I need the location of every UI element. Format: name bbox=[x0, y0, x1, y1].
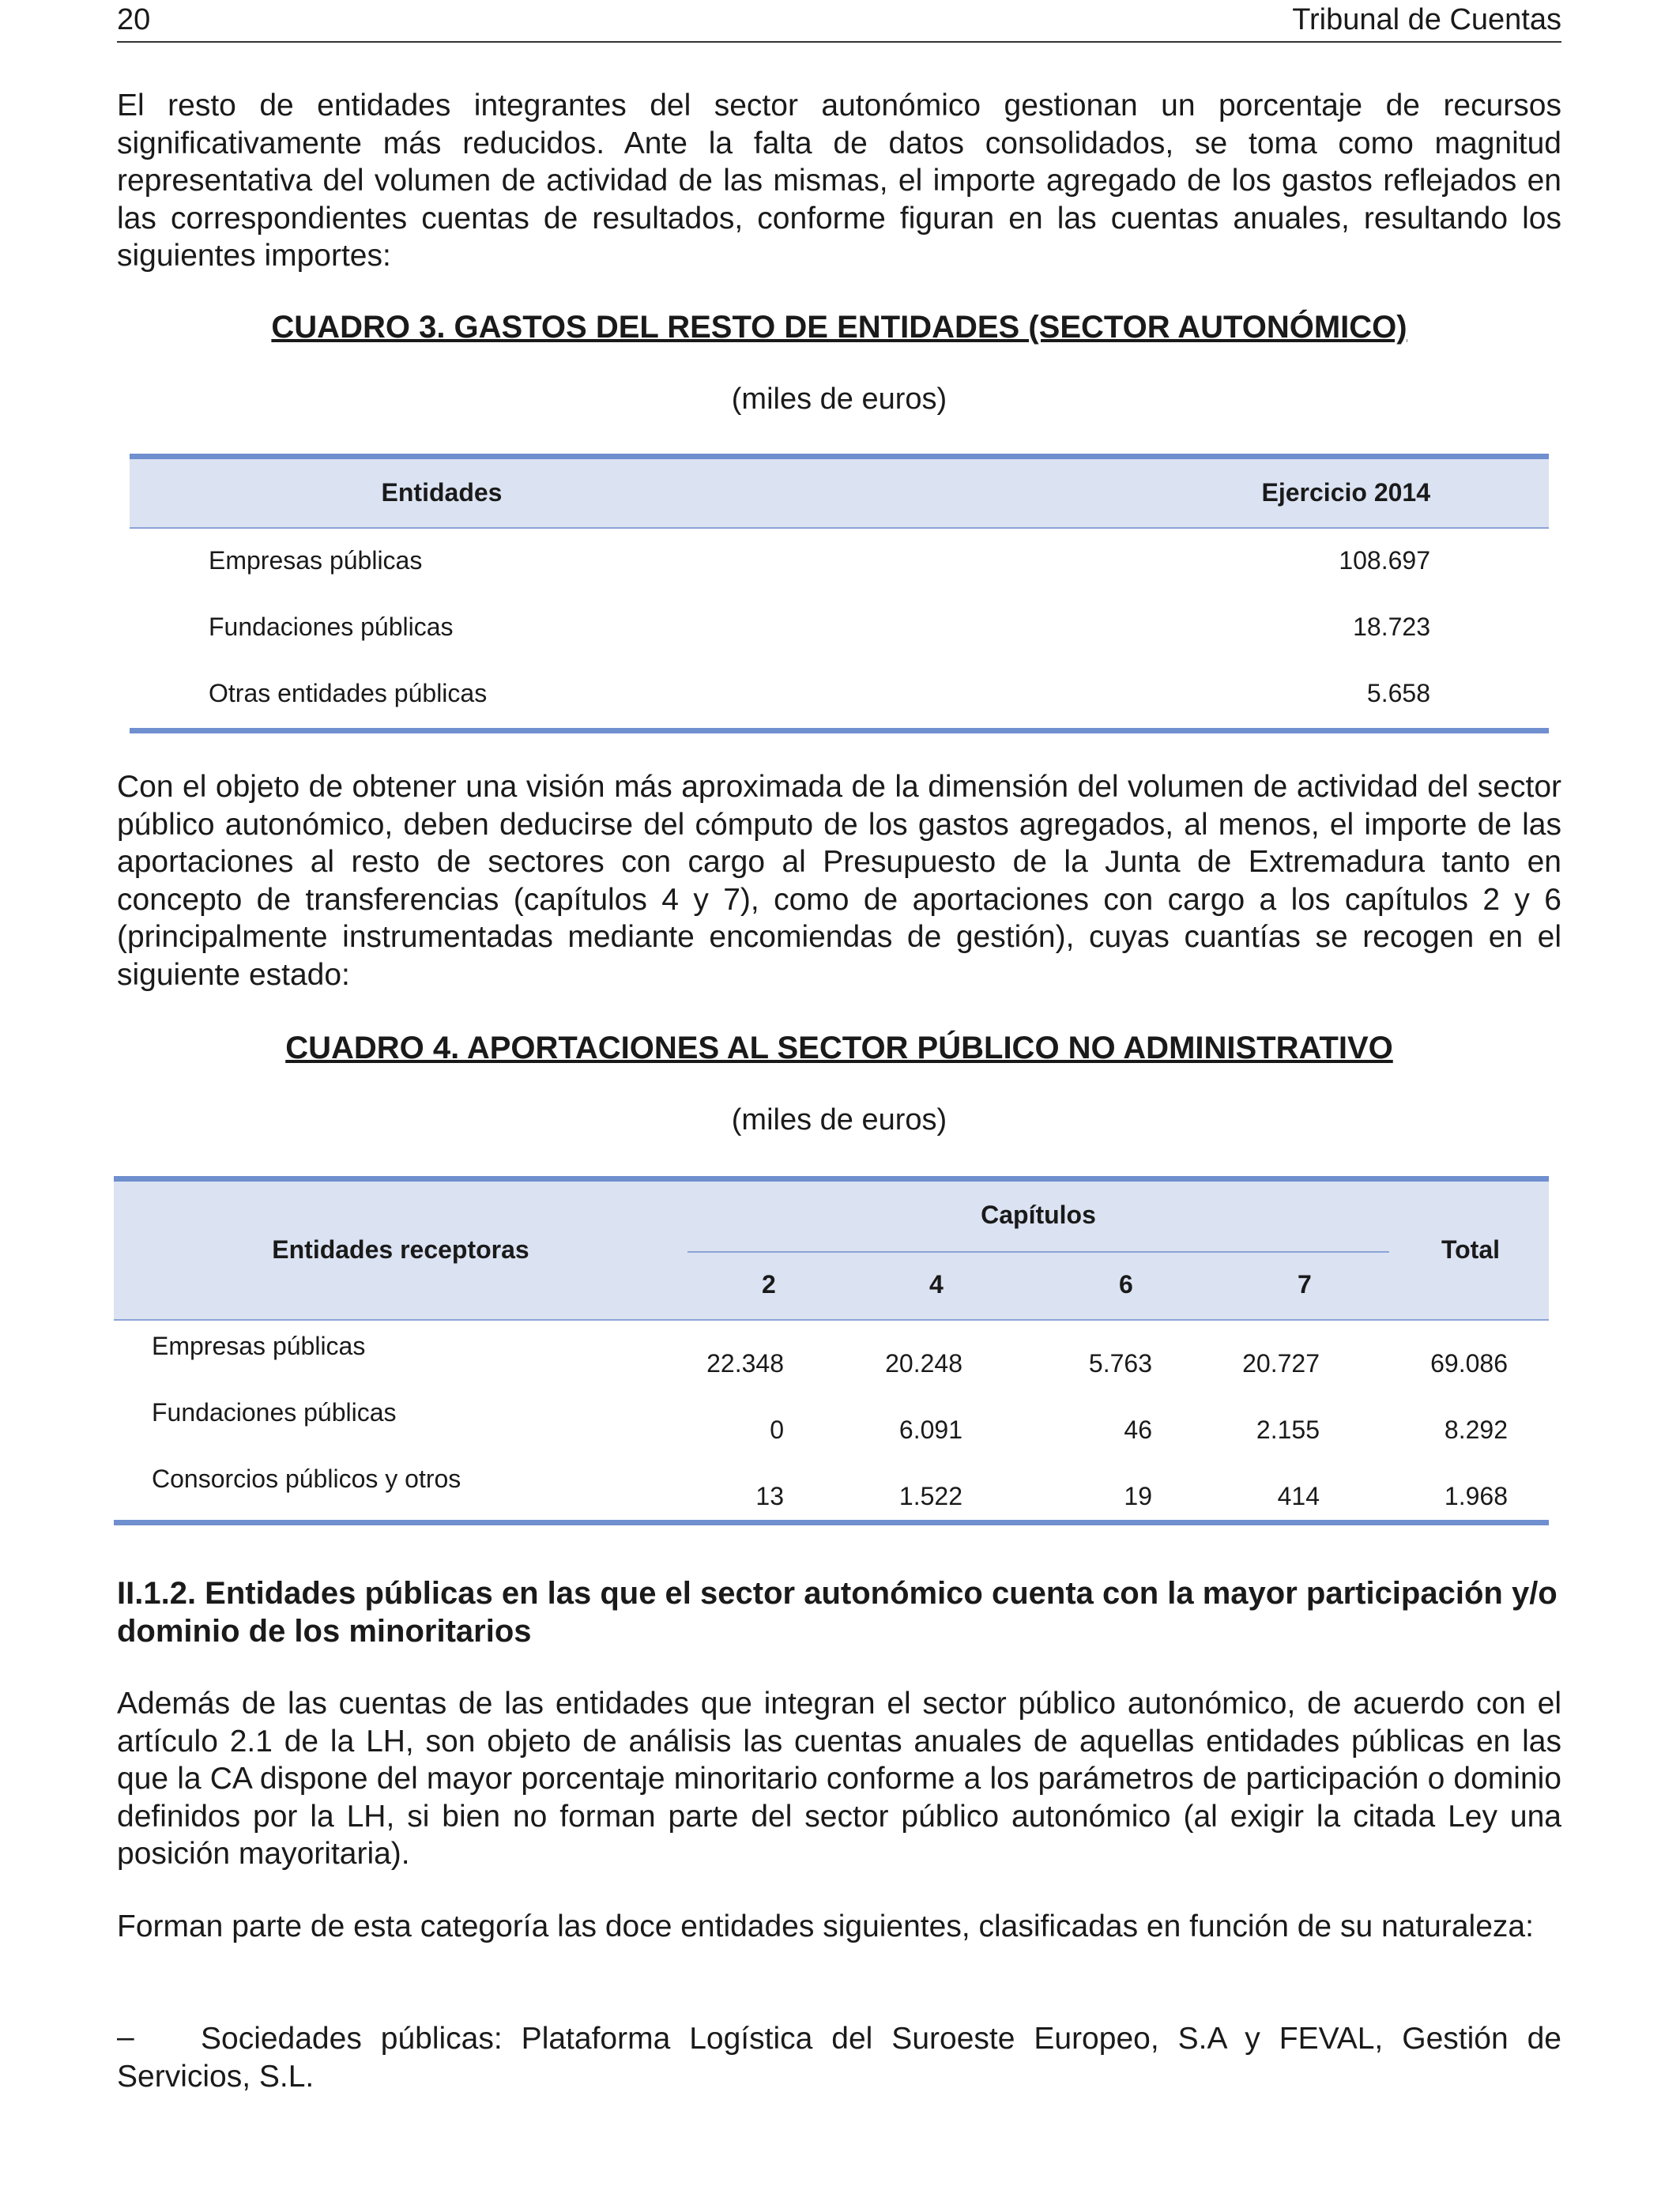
cell-chapter-6: 19 bbox=[1124, 1482, 1152, 1510]
cuadro4-units: (miles de euros) bbox=[731, 1103, 947, 1137]
cell-chapter-2: 13 bbox=[755, 1482, 784, 1510]
cell-total: 1.968 bbox=[1444, 1482, 1508, 1510]
table-row bbox=[130, 529, 1549, 595]
row-value: 5.658 bbox=[1366, 679, 1430, 707]
page-number: 20 bbox=[117, 3, 151, 36]
cuadro4-table bbox=[114, 1176, 1549, 1525]
list-item-text: Sociedades públicas: Plataforma Logística del Suroeste Europeo, S.A y FEVAL, Gestión de Servicios, S.L. bbox=[117, 2022, 1561, 2094]
cuadro3-units: (miles de euros) bbox=[731, 383, 947, 416]
paragraph-aportaciones: Con el objeto de obtener una visión más aproximada de la dimensión del volumen de actividad del sector público autonómico, deben deducirse del cómputo de los gastos agregados, al menos, el importe de las aportaciones al resto de sectores con cargo al Presupuesto de la Junta de Extremadura tanto en concepto de transferencias (capítulos 4 y 7), como de aportaciones con cargo a los capítulos 2 y 6 (principalmente instrumentadas mediante encomiendas de gestión), cuyas cuantías se recogen en el siguiente estado: bbox=[117, 770, 1561, 992]
chapter-header: 4 bbox=[929, 1270, 944, 1299]
cell-chapter-6: 5.763 bbox=[1088, 1349, 1152, 1378]
cuadro3-table bbox=[130, 454, 1549, 733]
cell-chapter-7: 20.727 bbox=[1242, 1349, 1320, 1378]
row-label: Consorcios públicos y otros bbox=[152, 1465, 461, 1493]
chapter-header: 2 bbox=[762, 1270, 776, 1299]
row-label: Empresas públicas bbox=[209, 546, 423, 575]
cuadro4-header bbox=[114, 1182, 1549, 1321]
chapters-divider bbox=[687, 1251, 1389, 1253]
chapter-header: 6 bbox=[1119, 1270, 1133, 1299]
cell-chapter-4: 6.091 bbox=[898, 1416, 962, 1444]
section-heading: II.1.2. Entidades públicas en las que el sector autonómico cuenta con la mayor participación y/o dominio de los minoritarios bbox=[117, 1576, 1558, 1649]
paragraph-categoria: Forman parte de esta categoría las doce entidades siguientes, clasificadas en función de su naturaleza: bbox=[117, 1909, 1534, 1943]
chapter-header: 7 bbox=[1298, 1270, 1312, 1299]
cell-chapter-7: 414 bbox=[1277, 1482, 1320, 1510]
cuadro4-col-entities: Entidades receptoras bbox=[272, 1235, 529, 1264]
cell-chapter-4: 1.522 bbox=[898, 1482, 962, 1510]
table-row bbox=[130, 595, 1549, 662]
row-label: Fundaciones públicas bbox=[152, 1398, 397, 1427]
row-value: 18.723 bbox=[1353, 613, 1430, 641]
row-label: Empresas públicas bbox=[152, 1332, 366, 1360]
cell-chapter-4: 20.248 bbox=[885, 1349, 962, 1378]
table-row bbox=[114, 1387, 1549, 1453]
paragraph-minoritarias: Además de las cuentas de las entidades que integran el sector público autonómico, de acuerdo con el artículo 2.1 de la LH, son objeto de análisis las cuentas anuales de aquellas entidades públicas en las que la CA dispone del mayor porcentaje minoritario conforme a los parámetros de participación o dominio definidos por la LH, si bien no forman parte del sector público autonómico (al exigir la citada Ley una posición mayoritaria). bbox=[117, 1687, 1561, 1871]
table-row bbox=[114, 1321, 1549, 1387]
cell-chapter-2: 22.348 bbox=[706, 1349, 784, 1378]
cuadro3-col-year: Ejercicio 2014 bbox=[1261, 478, 1430, 507]
paragraph-intro: El resto de entidades integrantes del sector autonómico gestionan un porcentaje de recursos significativamente más reducidos. Ante la falta de datos consolidados, se toma como magnitud representativa del volumen de actividad de las mismas, el importe agregado de los gastos reflejados en las correspondientes cuentas de resultados, conforme figuran en las cuentas anuales, resultando los siguientes importes: bbox=[117, 89, 1561, 273]
cell-chapter-7: 2.155 bbox=[1256, 1416, 1320, 1444]
row-label: Otras entidades públicas bbox=[209, 679, 488, 707]
list-marker: – bbox=[117, 2020, 134, 2054]
row-value: 108.697 bbox=[1339, 546, 1430, 575]
cuadro4-col-total: Total bbox=[1441, 1235, 1500, 1264]
cuadro3-title: CUADRO 3. GASTOS DEL RESTO DE ENTIDADES (SECTOR AUTONÓMICO) bbox=[271, 310, 1407, 345]
table-row bbox=[114, 1453, 1549, 1520]
table-row bbox=[130, 662, 1549, 728]
cuadro3-col-entities: Entidades bbox=[381, 478, 503, 507]
cuadro4-col-chapters: Capítulos bbox=[981, 1201, 1096, 1229]
cell-total: 8.292 bbox=[1444, 1416, 1508, 1444]
cuadro3-header-row bbox=[130, 459, 1549, 529]
cell-total: 69.086 bbox=[1430, 1349, 1508, 1378]
cell-chapter-2: 0 bbox=[770, 1416, 784, 1444]
row-label: Fundaciones públicas bbox=[209, 613, 454, 641]
cuadro4-title: CUADRO 4. APORTACIONES AL SECTOR PÚBLICO NO ADMINISTRATIVO bbox=[285, 1031, 1393, 1065]
running-header bbox=[117, 2, 1561, 43]
running-title: Tribunal de Cuentas bbox=[1292, 3, 1561, 36]
cell-chapter-6: 46 bbox=[1124, 1416, 1152, 1444]
